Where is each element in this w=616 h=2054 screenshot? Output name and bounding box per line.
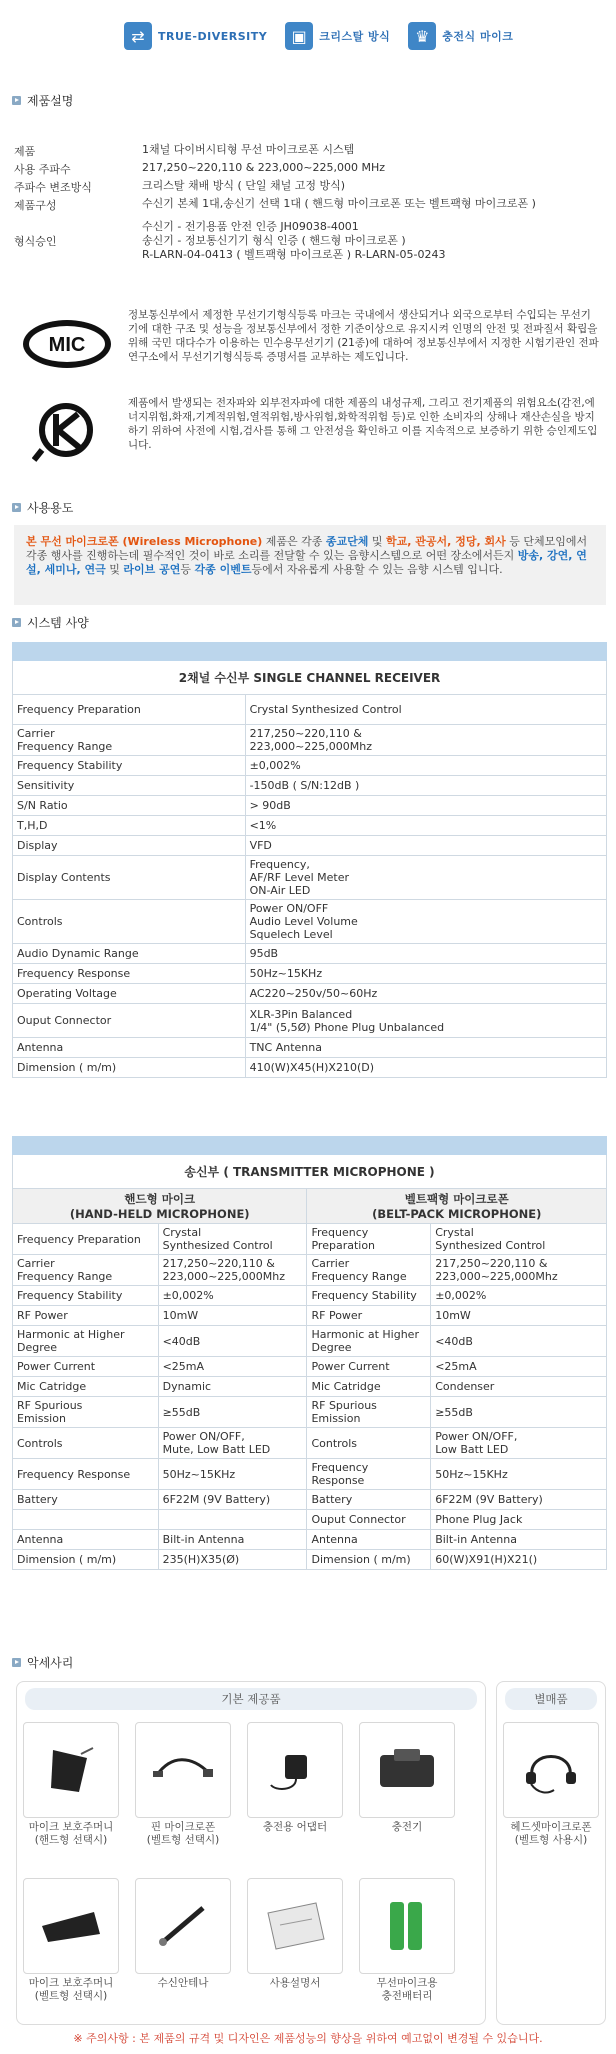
accessory-label: 핀 마이크로폰 (벨트형 선택시) [146,1821,220,1846]
spec-value-line: R-LARN-04-0413 ( 벨트팩형 마이크로폰 ) R-LARN-05-0243 [142,248,446,261]
usage-text: 등 [180,563,195,576]
spec-row [14,143,604,161]
table-band [13,1137,607,1155]
mic-logo-icon [20,308,114,380]
usage-text: 본 무선 마이크로폰 (Wireless Microphone) [26,535,263,548]
accessory-label: 수신안테나 [157,1977,209,1989]
table-row [13,1224,607,1255]
svg-text:MIC: MIC [48,334,86,356]
spec-label [13,1510,159,1530]
table-row [13,856,607,900]
spec-value-line: 수신기 - 전기용품 안전 인증 JH09038-4001 [142,220,359,233]
spec-value: <40dB [158,1326,307,1357]
table-row [13,944,607,964]
spec-label: Power Current [307,1357,431,1377]
basic-accessories [16,1681,486,2025]
table-row [13,725,607,756]
spec-list [14,143,604,263]
spec-label: Power Current [13,1357,159,1377]
spec-value: 95dB [245,944,606,964]
accessory-item [135,1878,231,1990]
spec-value: 217,250~220,110 & 223,000~225,000Mhz [245,725,606,756]
table-row [13,1377,607,1397]
mic-case-icon [23,1878,119,1974]
crystal-icon: ▣ [285,22,313,50]
transmitter-rows [13,1224,607,1570]
spec-label: Controls [13,1428,159,1459]
spec-value: Dynamic [158,1377,307,1397]
spec-label: Controls [307,1428,431,1459]
spec-value: ≥55dB [431,1397,607,1428]
spec-label: Frequency Response [13,964,246,984]
spec-label: Frequency Preparation [13,695,246,725]
accessory-label: 사용설명서 [269,1977,321,1989]
spec-value: <25mA [431,1357,607,1377]
spec-value: Bilt-in Antenna [431,1530,607,1550]
accessory-item [359,1722,455,1834]
table-row [13,1490,607,1510]
spec-value: AC220~250v/50~60Hz [245,984,606,1004]
spec-value: ≥55dB [158,1397,307,1428]
usage-text: 및 [105,563,124,576]
spec-value: 1채널 다이버시티형 무선 마이크로폰 시스템 [142,143,355,156]
usage-text: 방송, 강연, 연설, 세미나, 연극 [26,549,587,576]
cert-description: 정보통신부에서 제정한 무선기기형식등록 마크는 국내에서 생산되거나 외국으로부터 수입되는 무선기기에 대한 구조 및 성능을 정보통신부에서 정한 기준이상으로 유지시켜 인명의 안전 및 전파질서 확립을 위해 국민 대다수가 이용하는 민수용무선기기 (21종)에 대하여 정보통신부에서 지정한 시험기관인 전파연구소에서 무선기기형식등록 증명서를 교부하는 제도입니다. [128,309,599,363]
section-title-system [12,614,89,631]
spec-value: Phone Plug Jack [431,1510,607,1530]
section-title-desc [12,92,73,109]
spec-key: 사용 주파수 [14,163,71,176]
extra-accessories [496,1681,606,2025]
spec-label: Display Contents [13,856,246,900]
cert-description: 제품에서 발생되는 전자파와 외부전자파에 대한 제품의 내성규제, 그리고 전기제품의 위험요소(감전,에너지위험,화재,기계적위험,열적위험,방사위험,화학적위험 등)로 인한 소비자의 상해나 재산손실을 방지하기 위하여 사전에 시험,검사를 통해 그 안전성을 확인하고 이를 지속적으로 보증하기 위한 승인제도입니다. [128,397,598,451]
spec-value: <40dB [431,1326,607,1357]
hand-held-header: 핸드형 마이크 (HAND-HELD MICROPHONE) [13,1189,307,1224]
table-row [13,836,607,856]
spec-value: 6F22M (9V Battery) [431,1490,607,1510]
table-row [13,796,607,816]
usage-text: 및 [368,535,387,548]
spec-value: 50Hz~15KHz [158,1459,307,1490]
badge-label: 크리스탈 방식 [319,30,391,43]
table-row [13,1459,607,1490]
spec-value: Crystal Synthesized Control [158,1224,307,1255]
bullet-icon [12,1658,21,1667]
table-row [13,984,607,1004]
table-row [13,1550,607,1570]
table-row [13,1306,607,1326]
spec-key: 제품 [14,145,36,158]
spec-label: Mic Catridge [307,1377,431,1397]
notice-text: ※ 주의사항 : 본 제품의 규격 및 디자인은 제품성능의 향상을 위하여 예고없이 변경될 수 있습니다. [73,2032,543,2045]
feature-badges [124,22,513,50]
spec-value: 10mW [158,1306,307,1326]
usage-text: 종교단체 [325,535,369,548]
spec-label: Harmonic at Higher Degree [13,1326,159,1357]
diversity-icon: ⇄ [124,22,152,50]
usage-text: 라이브 공연 [123,563,181,576]
section-title-text: 제품설명 [27,94,74,108]
section-title-use [12,499,73,516]
spec-value-line: 송신기 - 정보통신기기 형식 인증 ( 핸드형 마이크로폰 ) [142,234,406,247]
receiver-title: 2채널 수신부 SINGLE CHANNEL RECEIVER [13,661,607,695]
spec-label: Frequency Preparation [13,1224,159,1255]
k-mark-icon [20,396,114,468]
spec-label: T,H,D [13,816,246,836]
accessory-label: 충전기 [391,1821,423,1833]
spec-label: Operating Voltage [13,984,246,1004]
spec-label: Carrier Frequency Range [13,725,246,756]
spec-label: Harmonic at Higher Degree [307,1326,431,1357]
spec-label: Frequency Stability [307,1286,431,1306]
spec-label: Frequency Stability [13,756,246,776]
accessory-item [23,1722,119,1847]
spec-value: 217,250~220,110 & 223,000~225,000 MHz [142,161,385,174]
table-row [13,964,607,984]
spec-value: <25mA [158,1357,307,1377]
spec-label: Sensitivity [13,776,246,796]
usage-text: 각종 이벤트 [194,563,252,576]
table-row [13,776,607,796]
transmitter-title: 송신부 ( TRANSMITTER MICROPHONE ) [13,1155,607,1189]
table-band [13,643,607,661]
spec-label: Audio Dynamic Range [13,944,246,964]
spec-label: Ouput Connector [307,1510,431,1530]
table-row [13,1255,607,1286]
accessory-label: 무선마이크용 충전배터리 [376,1977,438,2002]
extra-accessories-title: 별매품 [505,1688,597,1710]
spec-value: Bilt-in Antenna [158,1530,307,1550]
spec-row [14,179,604,197]
spec-label: Antenna [13,1038,246,1058]
spec-value: > 90dB [245,796,606,816]
manual-icon [247,1878,343,1974]
spec-label: Frequency Stability [13,1286,159,1306]
spec-value: 235(H)X35(Ø) [158,1550,307,1570]
spec-value: Power ON/OFF, Low Batt LED [431,1428,607,1459]
spec-value: 크리스탈 채배 방식 ( 단일 채널 고정 방식) [142,179,346,192]
spec-value: Crystal Synthesized Control [431,1224,607,1255]
spec-value: Frequency, AF/RF Level Meter ON-Air LED [245,856,606,900]
spec-value: ±0,002% [431,1286,607,1306]
charger-icon [359,1722,455,1818]
spec-value: ±0,002% [158,1286,307,1306]
bullet-icon [12,618,21,627]
spec-label: Dimension ( m/m) [13,1058,246,1078]
pin-mic-icon [135,1722,231,1818]
table-row [13,1428,607,1459]
cert-mic [20,308,600,380]
spec-value: 10mW [431,1306,607,1326]
badge-crystal [285,22,390,50]
spec-label: RF Power [13,1306,159,1326]
badge-label: 충전식 마이크 [442,30,514,43]
mic-pouch-icon [23,1722,119,1818]
accessory-item [135,1722,231,1847]
receiver-rows [13,695,607,1078]
spec-value: -150dB ( S/N:12dB ) [245,776,606,796]
table-row [13,1058,607,1078]
spec-value: 50Hz~15KHz [245,964,606,984]
spec-key: 제품구성 [14,199,57,212]
accessory-item [23,1878,119,2003]
spec-label: RF Spurious Emission [307,1397,431,1428]
spec-label: Frequency Response [307,1459,431,1490]
spec-value: 수신기 본체 1대,송신기 선택 1대 ( 핸드형 마이크로폰 또는 벨트팩형 마이크로폰 ) [142,197,536,210]
spec-label: S/N Ratio [13,796,246,816]
spec-value [158,1510,307,1530]
accessory-item [247,1878,343,1990]
accessory-label: 헤드셋마이크로폰 (벨트형 사용시) [510,1821,592,1846]
usage-text: 제품은 각종 [262,535,326,548]
adapter-icon [247,1722,343,1818]
spec-label: Carrier Frequency Range [13,1255,159,1286]
spec-label: Frequency Preparation [307,1224,431,1255]
bullet-icon [12,96,21,105]
spec-value: Condenser [431,1377,607,1397]
spec-key: 주파수 변조방식 [14,181,92,194]
spec-label: Dimension ( m/m) [307,1550,431,1570]
spec-value [142,220,604,262]
table-row [13,1397,607,1428]
accessory-item [503,1722,599,1847]
spec-label: Ouput Connector [13,1004,246,1038]
accessory-item [247,1722,343,1834]
battery-mic-icon: ♛ [408,22,436,50]
table-row [13,1357,607,1377]
badge-battery [408,22,513,50]
table-row [13,756,607,776]
spec-value: Power ON/OFF Audio Level Volume Squelech Level [245,900,606,944]
receiver-table [12,642,607,1078]
accessory-label: 마이크 보호주머니 (벨트형 선택시) [28,1977,114,2002]
spec-label: Mic Catridge [13,1377,159,1397]
spec-value: 217,250~220,110 & 223,000~225,000Mhz [158,1255,307,1286]
spec-value: Power ON/OFF, Mute, Low Batt LED [158,1428,307,1459]
headset-mic-icon [503,1722,599,1818]
table-row [13,816,607,836]
table-row [13,1530,607,1550]
usage-text: 등에서 자유롭게 사용할 수 있는 음향 시스템 입니다. [251,563,503,576]
section-title-text: 사용용도 [27,501,74,515]
usage-text: 학교, 관공서, 정당, 회사 [386,535,506,548]
spec-key: 형식승인 [14,235,57,248]
spec-value: TNC Antenna [245,1038,606,1058]
spec-value: 217,250~220,110 & 223,000~225,000Mhz [431,1255,607,1286]
cert-k [20,396,600,468]
spec-label: Battery [13,1490,159,1510]
spec-label: RF Spurious Emission [13,1397,159,1428]
spec-label: Carrier Frequency Range [307,1255,431,1286]
badge-diversity [124,22,267,50]
bullet-icon [12,503,21,512]
spec-label: Display [13,836,246,856]
spec-value: Crystal Synthesized Control [245,695,606,725]
spec-value: 50Hz~15KHz [431,1459,607,1490]
spec-value: 6F22M (9V Battery) [158,1490,307,1510]
spec-label: Antenna [13,1530,159,1550]
table-row [13,1004,607,1038]
basic-accessories-title: 기본 제공품 [25,1688,477,1710]
table-row [13,1510,607,1530]
spec-value: ±0,002% [245,756,606,776]
spec-label: Battery [307,1490,431,1510]
antenna-icon [135,1878,231,1974]
belt-pack-header: 벨트팩형 마이크로폰 (BELT-PACK MICROPHONE) [307,1189,607,1224]
usage-text: 등 단체모임에서 각종 행사를 진행하는데 필수적인 것이 바로 소리를 전달할 수 있는 음향시스템으로 어떤 장소에서든지 [26,535,588,562]
badge-label: TRUE-DIVERSITY [158,29,268,43]
accessory-label: 충전용 어댑터 [262,1821,328,1833]
table-row [13,1326,607,1357]
usage-box [14,525,606,605]
spec-value: <1% [245,816,606,836]
spec-value: VFD [245,836,606,856]
spec-value: XLR-3Pin Balanced 1/4" (5,5Ø) Phone Plug Unbalanced [245,1004,606,1038]
spec-label: Frequency Response [13,1459,159,1490]
section-title-text: 시스템 사양 [27,616,89,630]
accessory-item [359,1878,455,2003]
spec-label: Dimension ( m/m) [13,1550,159,1570]
table-row [13,695,607,725]
table-row [13,1038,607,1058]
spec-label: RF Power [307,1306,431,1326]
spec-value: 410(W)X45(H)X210(D) [245,1058,606,1078]
spec-row [14,197,604,219]
transmitter-table [12,1136,607,1570]
battery-icon [359,1878,455,1974]
spec-row [14,219,604,263]
spec-label: Controls [13,900,246,944]
accessory-label: 마이크 보호주머니 (핸드형 선택시) [28,1821,114,1846]
spec-row [14,161,604,179]
section-title-acc [12,1654,73,1671]
table-row [13,900,607,944]
spec-value: 60(W)X91(H)X21() [431,1550,607,1570]
section-title-text: 악세사리 [27,1656,74,1670]
table-row [13,1286,607,1306]
spec-label: Antenna [307,1530,431,1550]
